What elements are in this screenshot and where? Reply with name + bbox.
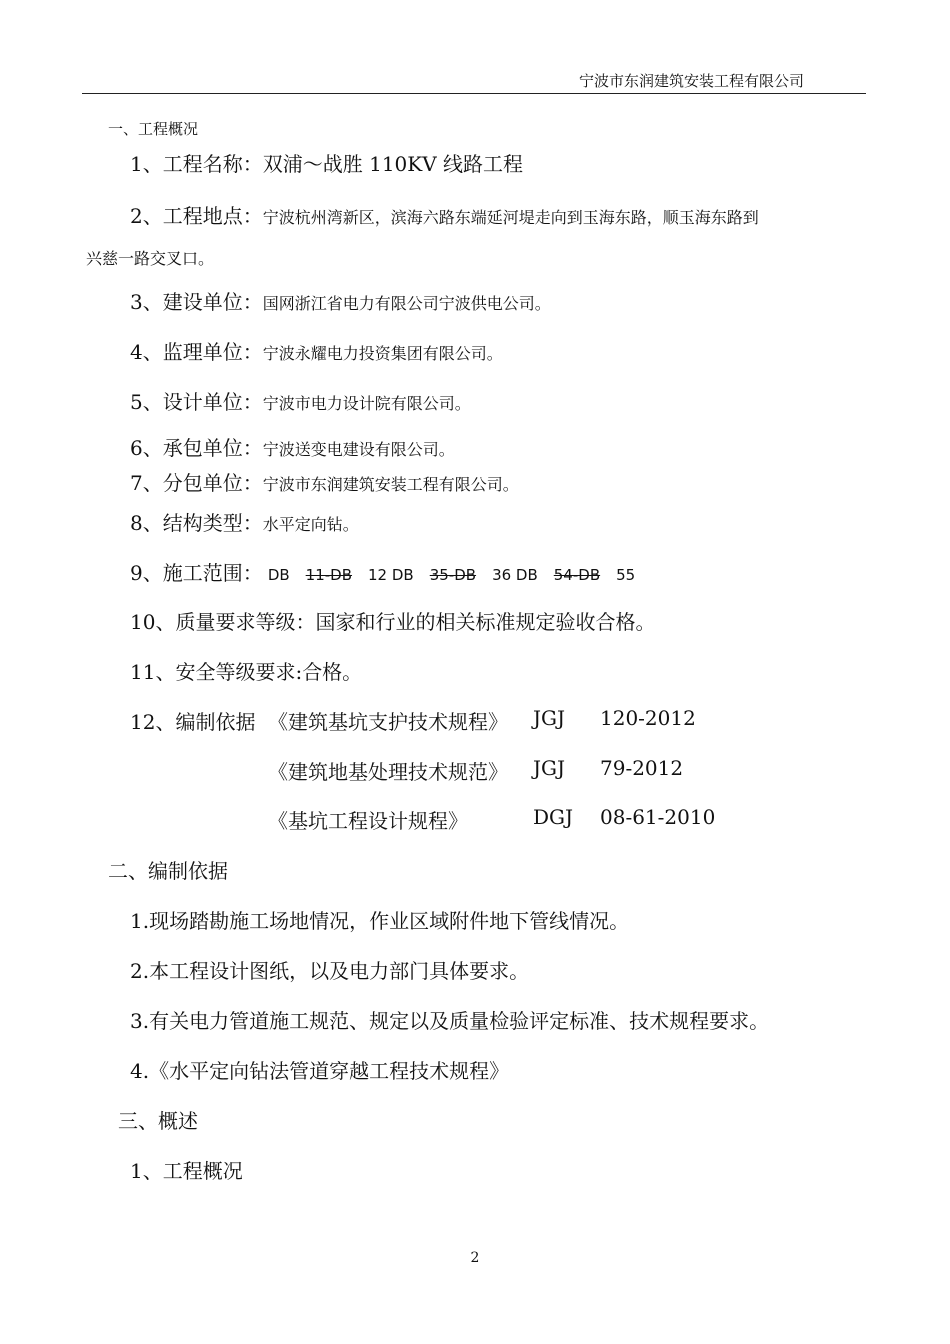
basis-item: 3.有关电力管道施工规范、规定以及质量检验评定标准、技术规程要求。 xyxy=(130,1009,770,1033)
item-9: 9、施工范围： DB 11-DB 12 DB 35-DB 36 DB 54-DB 55 xyxy=(130,557,651,586)
standard-number: 79-2012 xyxy=(600,756,684,780)
basis-label: 12、编制依据 xyxy=(130,710,256,734)
standard-number: 08-61-2010 xyxy=(600,805,716,829)
item-7: 7、分包单位：宁波市东润建筑安装工程有限公司。 xyxy=(130,471,519,495)
page-number: 2 xyxy=(470,1250,480,1266)
scope-segment: 55 xyxy=(616,566,636,584)
item-1: 1、工程名称：双浦～战胜 110KV 线路工程 xyxy=(130,152,524,176)
scope-segment: 54-DB xyxy=(553,566,601,584)
basis-item: 1.现场踏勘施工场地情况，作业区域附件地下管线情况。 xyxy=(130,909,630,933)
item-8: 8、结构类型：水平定向钻。 xyxy=(130,511,359,535)
standard-code: DGJ xyxy=(533,805,574,829)
item-6: 6、承包单位：宁波送变电建设有限公司。 xyxy=(130,436,455,460)
standard-code: JGJ xyxy=(533,706,566,730)
standard-number: 120-2012 xyxy=(600,706,696,730)
item-4: 4、监理单位：宁波永耀电力投资集团有限公司。 xyxy=(130,340,503,364)
item-10: 10、质量要求等级：国家和行业的相关标准规定验收合格。 xyxy=(130,610,656,634)
section1-title: 一、工程概况 xyxy=(108,120,199,138)
overview-item: 1、工程概况 xyxy=(130,1159,243,1183)
section3-title: 三、概述 xyxy=(118,1109,198,1133)
construction-scope xyxy=(268,566,651,584)
standard-code: JGJ xyxy=(533,756,566,780)
scope-segment: DB xyxy=(267,566,290,584)
header-company: 宁波市东润建筑安装工程有限公司 xyxy=(578,72,804,90)
scope-segment: 35-DB xyxy=(429,566,477,584)
basis-item: 2.本工程设计图纸，以及电力部门具体要求。 xyxy=(130,959,530,983)
scope-segment: 36 DB xyxy=(492,566,538,584)
item-2-continuation: 兴慈一路交叉口。 xyxy=(86,249,215,268)
item-11: 11、安全等级要求:合格。 xyxy=(130,660,363,684)
section2-title: 二、编制依据 xyxy=(108,859,228,883)
item-5: 5、设计单位：宁波市电力设计院有限公司。 xyxy=(130,390,471,414)
item-2: 2、工程地点：宁波杭州湾新区，滨海六路东端延河堤走向到玉海东路，顺玉海东路到 xyxy=(130,204,759,228)
basis-item: 4.《水平定向钻法管道穿越工程技术规程》 xyxy=(130,1059,510,1083)
header-divider xyxy=(82,93,866,94)
standard-name: 《基坑工程设计规程》 xyxy=(268,809,468,833)
standard-name: 《建筑基坑支护技术规程》 xyxy=(268,710,508,734)
scope-segment: 12 DB xyxy=(368,566,414,584)
item-3: 3、建设单位：国网浙江省电力有限公司宁波供电公司。 xyxy=(130,290,551,314)
standard-name: 《建筑地基处理技术规范》 xyxy=(268,760,508,784)
scope-segment: 11-DB xyxy=(305,566,353,584)
